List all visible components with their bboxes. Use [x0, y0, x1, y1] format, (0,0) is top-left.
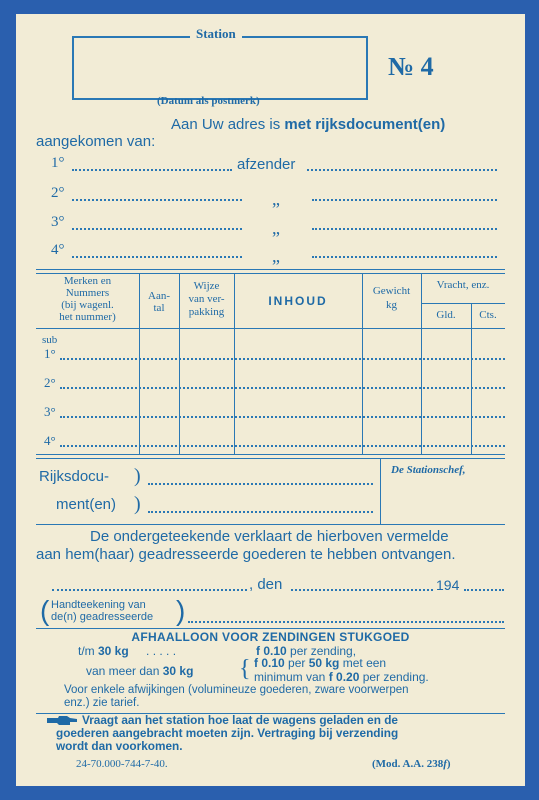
col-wijze-header: Wijze van ver- pakking	[188, 280, 225, 318]
col-inhoud-header: INHOUD	[268, 294, 328, 308]
signature-label-2: de(n) geadresseerde	[51, 611, 154, 623]
col-merken-header: Merken en Nummers (bij wagenl. het nummer)	[59, 275, 116, 323]
notice-line-1: Vraagt aan het station hoe laat de wagens geladen en de	[82, 713, 398, 727]
sender-row-3: 3°	[51, 214, 65, 230]
table-row-1: 1°	[44, 346, 56, 361]
notice-line-3: wordt dan voorkomen.	[56, 739, 183, 753]
tariff-row-2b: minimum van f 0.20 per zending.	[254, 670, 429, 684]
rijks-label-1: Rijksdocu-	[39, 468, 110, 485]
form-number: № 4	[388, 52, 434, 81]
afzender-label: afzender	[237, 156, 296, 173]
year-label: 194	[436, 577, 460, 593]
arrived-from: aangekomen van:	[36, 133, 156, 150]
col-gewicht-header: Gewicht kg	[372, 285, 411, 311]
address-line: Aan Uw adres is met rijksdocument(en)	[171, 116, 446, 133]
sender-row-1: 1°	[51, 155, 65, 171]
stationschef-label: De Stationschef,	[391, 464, 466, 476]
table-bottom-line	[36, 454, 505, 455]
ditto-mark-2: „	[272, 189, 280, 209]
sender-row-2: 2°	[51, 185, 65, 201]
declaration-line-2: aan hem(haar) geadresseerde goederen te hebben ontvangen.	[36, 546, 456, 563]
tariff-note-2: enz.) zie tarief.	[64, 697, 140, 709]
brace-close: )	[176, 595, 186, 626]
table-top-line	[36, 269, 505, 270]
table-row-2: 2°	[44, 375, 56, 390]
den-label: , den	[249, 576, 283, 593]
notice-line-2: goederen aangebracht moeten zijn. Vertraging bij verzending	[56, 726, 399, 740]
tariff-row-1: t/m 30 kg . . . . .	[78, 644, 177, 658]
brace-open: (	[40, 595, 50, 626]
station-label: Station	[190, 27, 242, 40]
col-gld-header: Gld.	[436, 309, 456, 321]
table-header-bottom	[36, 328, 505, 329]
rijks-label-2: ment(en)	[56, 496, 117, 513]
tariff-brace: {	[239, 656, 251, 682]
tariff-row-2a: f 0.10 per 50 kg met een	[254, 656, 387, 670]
postcard	[16, 14, 525, 786]
sub-label: sub	[42, 334, 58, 346]
print-code: 24-70.000-744-7-40.	[76, 758, 168, 770]
table-row-4: 4°	[44, 433, 56, 448]
ditto-mark-3: „	[272, 218, 280, 238]
station-box	[72, 36, 368, 100]
sender-row-4: 4°	[51, 242, 65, 258]
tariff-note-1: Voor enkele afwijkingen (volumineuze goederen, zware voorwerpen	[64, 684, 409, 696]
tariff-row-1-price: f 0.10 per zending,	[256, 644, 357, 658]
col-vracht-header: Vracht, enz.	[436, 279, 490, 291]
col-cts-header: Cts.	[479, 309, 497, 321]
rijks-brace-1: )	[134, 465, 141, 487]
rijks-brace-2: )	[134, 493, 141, 515]
col-aantal-header: Aan- tal	[148, 290, 170, 314]
tariff-title: AFHAALLOON VOOR ZENDINGEN STUKGOED	[131, 630, 410, 644]
date-note: (Datum als postmerk)	[157, 95, 260, 107]
signature-label-1: Handteekening van	[51, 599, 146, 611]
declaration-line-1: De ondergeteekende verklaart de hierboven vermelde	[90, 528, 449, 545]
tariff-row-2: van meer dan 30 kg	[86, 664, 194, 678]
table-row-3: 3°	[44, 404, 56, 419]
ditto-mark-4: „	[272, 246, 280, 266]
model-number: (Mod. A.A. 238f)	[372, 758, 451, 770]
